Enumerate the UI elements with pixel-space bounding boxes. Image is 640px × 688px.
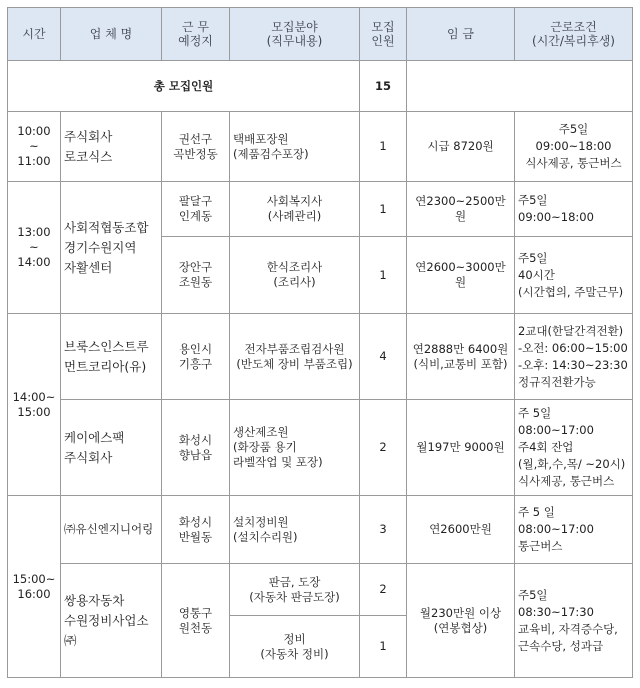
time-cell (8, 112, 61, 182)
field-cell (230, 237, 360, 314)
header-count-text: 모집 인원 (371, 20, 395, 48)
location-text: 팔달구 인계동 (178, 194, 213, 223)
total-row (8, 61, 633, 112)
field-text: 정비 (자동차 정비) (260, 631, 329, 661)
conditions-cell (515, 112, 633, 182)
count-cell (360, 400, 407, 496)
time-text: 15:00~ 16:00 (12, 571, 56, 601)
location-cell (162, 182, 230, 237)
time-text: 13:00 ~ 14:00 (17, 225, 51, 269)
count-text: 2 (379, 440, 387, 454)
header-field-text: 모집분야 (직무내용) (266, 20, 323, 48)
location-text: 용인시 기흥구 (178, 341, 213, 371)
wage-text: 연2600만원 (429, 522, 492, 536)
header-time (8, 8, 61, 61)
location-cell (162, 400, 230, 496)
location-text: 화성시 향남읍 (178, 432, 213, 462)
company-text: 주식회사 로코식스 (64, 128, 113, 164)
total-empty-cell (407, 61, 633, 112)
header-conditions (515, 8, 633, 61)
header-time-text: 시간 (22, 27, 46, 41)
table-row (8, 496, 633, 564)
total-label-cell (8, 61, 360, 112)
wage-cell (407, 400, 515, 496)
header-company-text: 업 체 명 (89, 27, 133, 41)
location-text: 영통구 원천동 (178, 605, 213, 635)
header-company (61, 8, 162, 61)
total-value: 15 (374, 78, 391, 93)
location-cell (162, 112, 230, 182)
table-row (8, 564, 633, 616)
company-cell (61, 112, 162, 182)
field-text: 한식조리사 (조리사) (266, 260, 323, 289)
wage-text: 연2300~2500만원 (415, 194, 506, 223)
conditions-cell (515, 182, 633, 237)
conditions-cell (515, 564, 633, 678)
table-row (8, 112, 633, 182)
count-text: 1 (379, 139, 387, 153)
time-cell (8, 314, 61, 496)
count-text: 1 (379, 201, 387, 216)
conditions-text: 주 5일 08:00~17:00 주4회 잔업 (월,화,수,목/ ~20시) 식사제공, 통근버스 (518, 406, 626, 488)
company-cell (61, 400, 162, 496)
company-text: 사회적협동조합 경기수원지역 자활센터 (64, 219, 149, 275)
wage-cell (407, 496, 515, 564)
field-cell (230, 616, 360, 678)
company-text: 브룩스인스트루먼트코리아(유) (64, 338, 149, 374)
wage-cell (407, 182, 515, 237)
field-cell (230, 400, 360, 496)
conditions-text: 주5일 09:00~18:00 식사제공, 통근버스 (525, 122, 622, 170)
conditions-text: 2교대(한달간격전환) -오전: 06:00~15:00 -오후: 14:30~23:30 정규직전환가능 (518, 323, 628, 389)
count-text: 1 (379, 267, 387, 282)
conditions-cell (515, 314, 633, 400)
conditions-text: 주 5 일 08:00~17:00 통근버스 (518, 505, 594, 553)
company-cell (61, 496, 162, 564)
conditions-text: 주5일 40시간 (시간협의, 주말근무) (518, 250, 624, 299)
location-cell (162, 564, 230, 678)
count-cell (360, 496, 407, 564)
location-cell (162, 237, 230, 314)
table-row (8, 314, 633, 400)
header-location-text: 근 무 예정지 (178, 20, 213, 48)
field-cell (230, 112, 360, 182)
field-text: 생산제조원 (화장품 용기 라벨작업 및 포장) (233, 425, 323, 469)
location-cell (162, 496, 230, 564)
field-text: 전자부품조립검사원 (반도체 장비 부품조립) (236, 341, 353, 371)
company-text: 케이에스팩 주식회사 (64, 429, 125, 465)
location-text: 장안구 조원동 (178, 260, 213, 289)
count-cell (360, 564, 407, 616)
conditions-text: 주5일 09:00~18:00 (518, 193, 594, 224)
company-text: ㈜유신엔지니어링 (64, 522, 154, 536)
header-conditions-text: 근로조건 (시간/복리후생) (532, 20, 615, 48)
time-text: 10:00 ~ 11:00 (17, 124, 51, 168)
conditions-cell (515, 237, 633, 314)
location-text: 권선구 곡반정동 (173, 131, 218, 161)
table-row (8, 400, 633, 496)
location-cell (162, 314, 230, 400)
field-text: 판금, 도장 (자동차 판금도장) (249, 574, 340, 604)
header-row (8, 8, 633, 61)
total-value-cell (360, 61, 407, 112)
count-cell (360, 182, 407, 237)
field-text: 설치정비원 (설치수리원) (233, 514, 298, 544)
count-cell (360, 616, 407, 678)
field-cell (230, 182, 360, 237)
job-fair-table-container (7, 7, 632, 678)
conditions-text: 주5일 08:30~17:30 교육비, 자격증수당, 근속수당, 성과급 (518, 587, 618, 653)
wage-cell (407, 237, 515, 314)
company-text: 쌍용자동차 수원정비사업소㈜ (64, 592, 149, 648)
count-cell (360, 237, 407, 314)
wage-text: 월197만 9000원 (416, 440, 505, 454)
location-text: 화성시 반월동 (178, 514, 213, 544)
wage-cell (407, 314, 515, 400)
total-label: 총 모집인원 (153, 78, 214, 93)
field-text: 택배포장원 (제품검수포장) (233, 131, 309, 161)
count-text: 2 (379, 582, 387, 596)
count-cell (360, 112, 407, 182)
table-row (8, 182, 633, 237)
wage-text: 시급 8720원 (427, 139, 494, 153)
job-fair-table (7, 7, 633, 678)
wage-text: 연2888만 6400원 (식비,교통비 포함) (412, 341, 509, 371)
count-cell (360, 314, 407, 400)
header-count (360, 8, 407, 61)
field-cell (230, 314, 360, 400)
wage-text: 연2600~3000만원 (415, 260, 506, 289)
field-cell (230, 496, 360, 564)
company-cell (61, 182, 162, 314)
count-text: 1 (379, 639, 387, 653)
time-cell (8, 496, 61, 678)
count-text: 4 (379, 349, 387, 363)
wage-cell (407, 112, 515, 182)
time-cell (8, 182, 61, 314)
header-field (230, 8, 360, 61)
wage-cell (407, 564, 515, 678)
time-text: 14:00~ 15:00 (12, 389, 56, 419)
wage-text: 월230만원 이상 (연봉협상) (419, 605, 502, 635)
header-wage-text: 임 금 (447, 27, 474, 41)
company-cell (61, 564, 162, 678)
conditions-cell (515, 496, 633, 564)
company-cell (61, 314, 162, 400)
field-text: 사회복지사 (사례관리) (266, 194, 323, 223)
field-cell (230, 564, 360, 616)
header-wage (407, 8, 515, 61)
conditions-cell (515, 400, 633, 496)
header-location (162, 8, 230, 61)
count-text: 3 (379, 522, 387, 536)
